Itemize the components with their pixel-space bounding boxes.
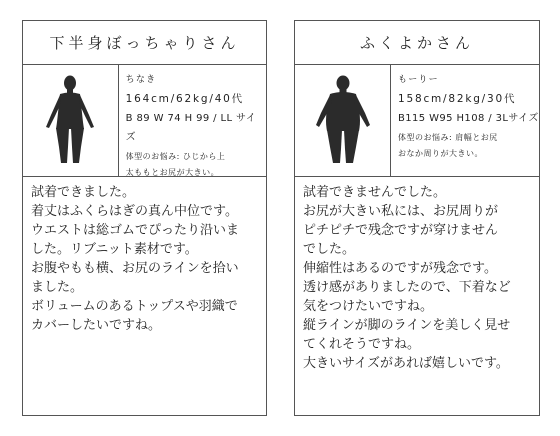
reviewer-stats: 158cm/82kg/30代 [398,93,517,105]
comment-line: てくれそうですね。 [303,337,421,352]
comment-line: ピチピチで残念ですが穿けません [303,223,499,238]
reviewer-measurements: B115 W95 H108 / 3Lサイズ [398,113,539,124]
profile-info [119,65,266,176]
figure-box [23,65,119,176]
reviewer-name: もーりー [398,75,439,85]
comment-line: 透け感がありましたので、下着など [303,280,511,295]
comment-line: お尻が大きい私には、お尻周りが [303,204,499,219]
comment-line: 大きいサイズがあれば嬉しいです。 [303,356,509,371]
profile-section [295,65,539,177]
worry-line-1: 体型のお悩み: ひじから上 [125,152,226,161]
reviewer-measurements: B 89 W 74 H 99 / LL サイズ [125,113,257,143]
profile-section [23,65,266,177]
body-silhouette-icon [313,75,373,167]
reviewer-name: ちなき [125,75,157,85]
comment-line: ボリュームのあるトップスや羽織で [31,299,238,314]
figure-box [295,65,391,176]
comment-line: 縦ラインが脚のラインを美しく見せ [303,318,511,333]
body-worry [126,149,266,181]
comment-line: 気をつけたいですね。 [303,299,434,314]
comment-line: お腹やもも横、お尻のラインを拾い [31,261,239,276]
reviewer-card-left [22,20,267,416]
comment-line: 着丈はふくらはぎの真ん中位です。 [31,204,238,219]
comment-line: した。リブニット素材です。 [31,242,198,257]
comment-line: ました。 [31,280,84,295]
reviewer-card-right [294,20,540,416]
comment-line: ウエストは総ゴムでぴったり沿いま [31,223,240,238]
worry-line-2: おなか周りが大きい。 [398,149,483,158]
reviewer-stats: 164cm/62kg/40代 [125,93,244,105]
profile-info [391,65,539,176]
card-title: 下半身ぼっちゃりさん [23,21,266,65]
comment-line: カバーしたいですね。 [31,318,162,333]
worry-line-2: 太ももとお尻が大きい。 [125,168,220,177]
comment-text [295,177,539,379]
card-title: ふくよかさん [295,21,539,65]
comment-line: でした。 [303,242,356,257]
worry-line-1: 体型のお悩み: 肩幅とお尻 [398,133,498,142]
comment-line: 試着できました。 [31,185,136,200]
body-worry [398,130,539,162]
comment-text [23,177,266,341]
comment-line: 伸縮性はあるのですが残念です。 [303,261,497,276]
body-silhouette-icon [42,75,98,167]
comment-line: 試着できませんでした。 [303,185,447,200]
